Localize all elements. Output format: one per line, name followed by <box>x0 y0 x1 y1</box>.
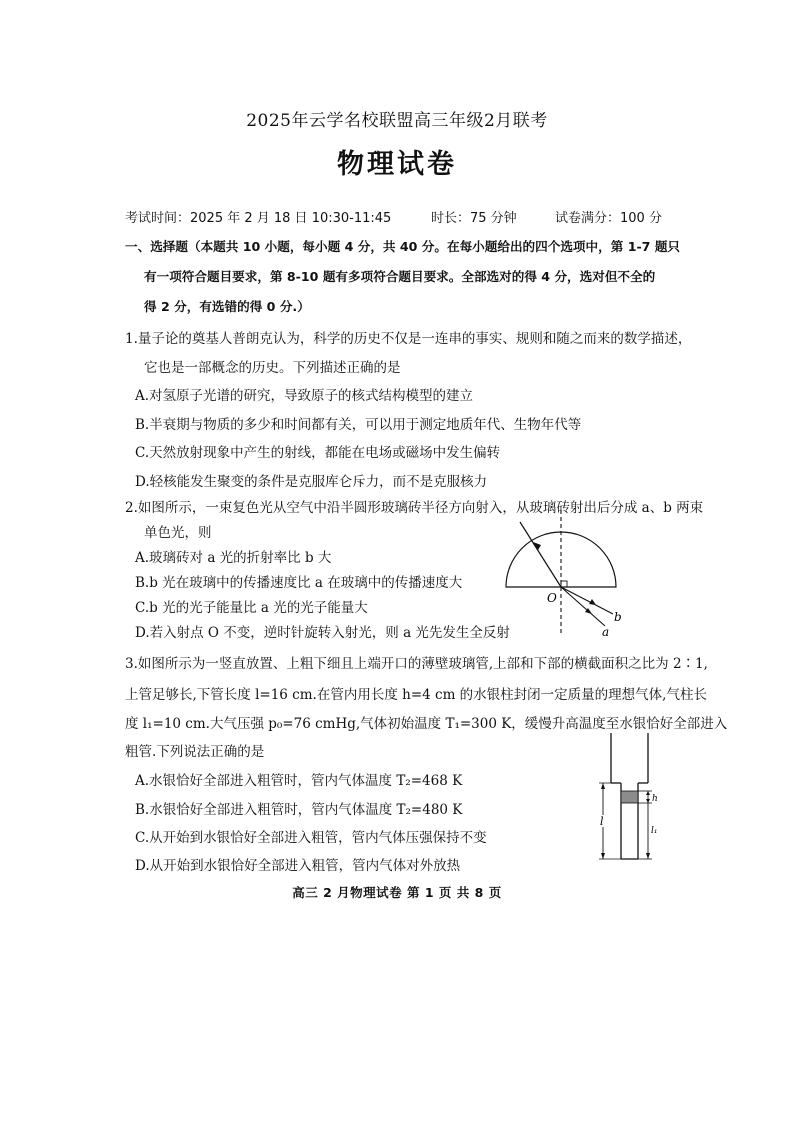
q2-option-b: B.b 光在玻璃中的传播速度比 a 在玻璃中的传播速度大 <box>135 575 463 591</box>
right-angle-mark <box>561 581 567 587</box>
q3-stem-line-2: 上管足够长,下管长度 l=16 cm.在管内用长度 h=4 cm 的水银柱封闭一定质量的理想气体,气柱长 <box>125 687 707 703</box>
q3-option-c: C.从开始到水银恰好全部进入粗管，管内气体压强保持不变 <box>135 830 487 846</box>
l-label: l <box>600 815 604 828</box>
section-heading-line-3: 得 2 分，有选错的得 0 分.） <box>144 299 310 314</box>
q1-stem-line-2: 它也是一部概念的历史。下列描述正确的是 <box>144 360 401 376</box>
h-arrow-up <box>646 791 650 795</box>
h-arrow-down <box>646 799 650 803</box>
l-arrow-up <box>601 783 605 789</box>
q2-stem-line-2: 单色光，则 <box>144 525 212 541</box>
q1-option-d: D.轻核能发生聚变的条件是克服库仑斥力，而不是克服核力 <box>135 474 488 490</box>
exam-full-score: 试卷满分：100 分 <box>555 211 662 226</box>
section-heading-line-2: 有一项符合题目要求，第 8-10 题有多项符合题目要求。全部选对的得 4 分，选对但不全的 <box>144 269 656 284</box>
q3-glass-tube-figure <box>596 733 666 863</box>
q2-glass-brick-figure <box>500 508 630 638</box>
l-arrow-down <box>601 853 605 859</box>
q2-stem-line-1: 2.如图所示，一束复色光从空气中沿半圆形玻璃砖半径方向射入，从玻璃砖射出后分成 a、b 两束 <box>125 500 704 516</box>
exam-duration: 时长：75 分钟 <box>431 211 517 226</box>
q3-stem-line-3: 度 l₁=10 cm.大气压强 p₀=76 cmHg,气体初始温度 T₁=300 K，缓慢升高温度至水银恰好全部进入 <box>125 716 728 732</box>
ray-a-label: a <box>602 625 610 639</box>
q3-option-b: B.水银恰好全部进入粗管时，管内气体温度 T₂=480 K <box>135 802 463 818</box>
q3-stem-line-1: 3.如图所示为一竖直放置、上粗下细且上端开口的薄壁玻璃管,上部和下部的横截面积之比为 2∶1, <box>125 656 708 672</box>
l1-label: l₁ <box>651 826 658 836</box>
q3-option-a: A.水银恰好全部进入粗管时，管内气体温度 T₂=468 K <box>135 773 463 789</box>
h-label: h <box>652 794 658 804</box>
q1-stem-line-1: 1.量子论的奠基人普朗克认为，科学的历史不仅是一连串的事实、规则和随之而来的数学描述， <box>125 331 692 347</box>
q1-option-b: B.半衰期与物质的多少和时间都有关，可以用于测定地质年代、生物年代等 <box>135 417 582 433</box>
q2-option-d: D.若入射点 O 不变，逆时针旋转入射光，则 a 光先发生全反射 <box>135 625 510 641</box>
exam-title: 物理试卷 <box>337 149 457 180</box>
q2-option-c: C.b 光的光子能量比 a 光的光子能量大 <box>135 600 368 616</box>
q3-option-d: D.从开始到水银恰好全部进入粗管，管内气体对外放热 <box>135 858 461 874</box>
l1-arrow-down <box>646 853 650 859</box>
q3-stem-line-4: 粗管.下列说法正确的是 <box>125 744 265 760</box>
page-footer: 高三 2 月物理试卷 第 1 页 共 8 页 <box>292 885 502 900</box>
mercury-column <box>621 791 638 803</box>
q2-option-a: A.玻璃砖对 a 光的折射率比 b 大 <box>135 550 332 566</box>
point-o-label: O <box>547 591 557 605</box>
exam-subtitle: 2025年云学名校联盟高三年级2月联考 <box>246 111 548 131</box>
q1-option-a: A.对氢原子光谱的研究，导致原子的核式结构模型的建立 <box>135 388 474 404</box>
q1-option-c: C.天然放射现象中产生的射线，都能在电场或磁场中发生偏转 <box>135 445 501 461</box>
exam-time: 考试时间：2025 年 2 月 18 日 10:30-11:45 <box>125 211 392 226</box>
ray-b-label: b <box>614 610 622 624</box>
section-heading-line-1: 一、选择题（本题共 10 小题，每小题 4 分，共 40 分。在每小题给出的四个选项中，第 1-7 题只 <box>125 239 681 254</box>
